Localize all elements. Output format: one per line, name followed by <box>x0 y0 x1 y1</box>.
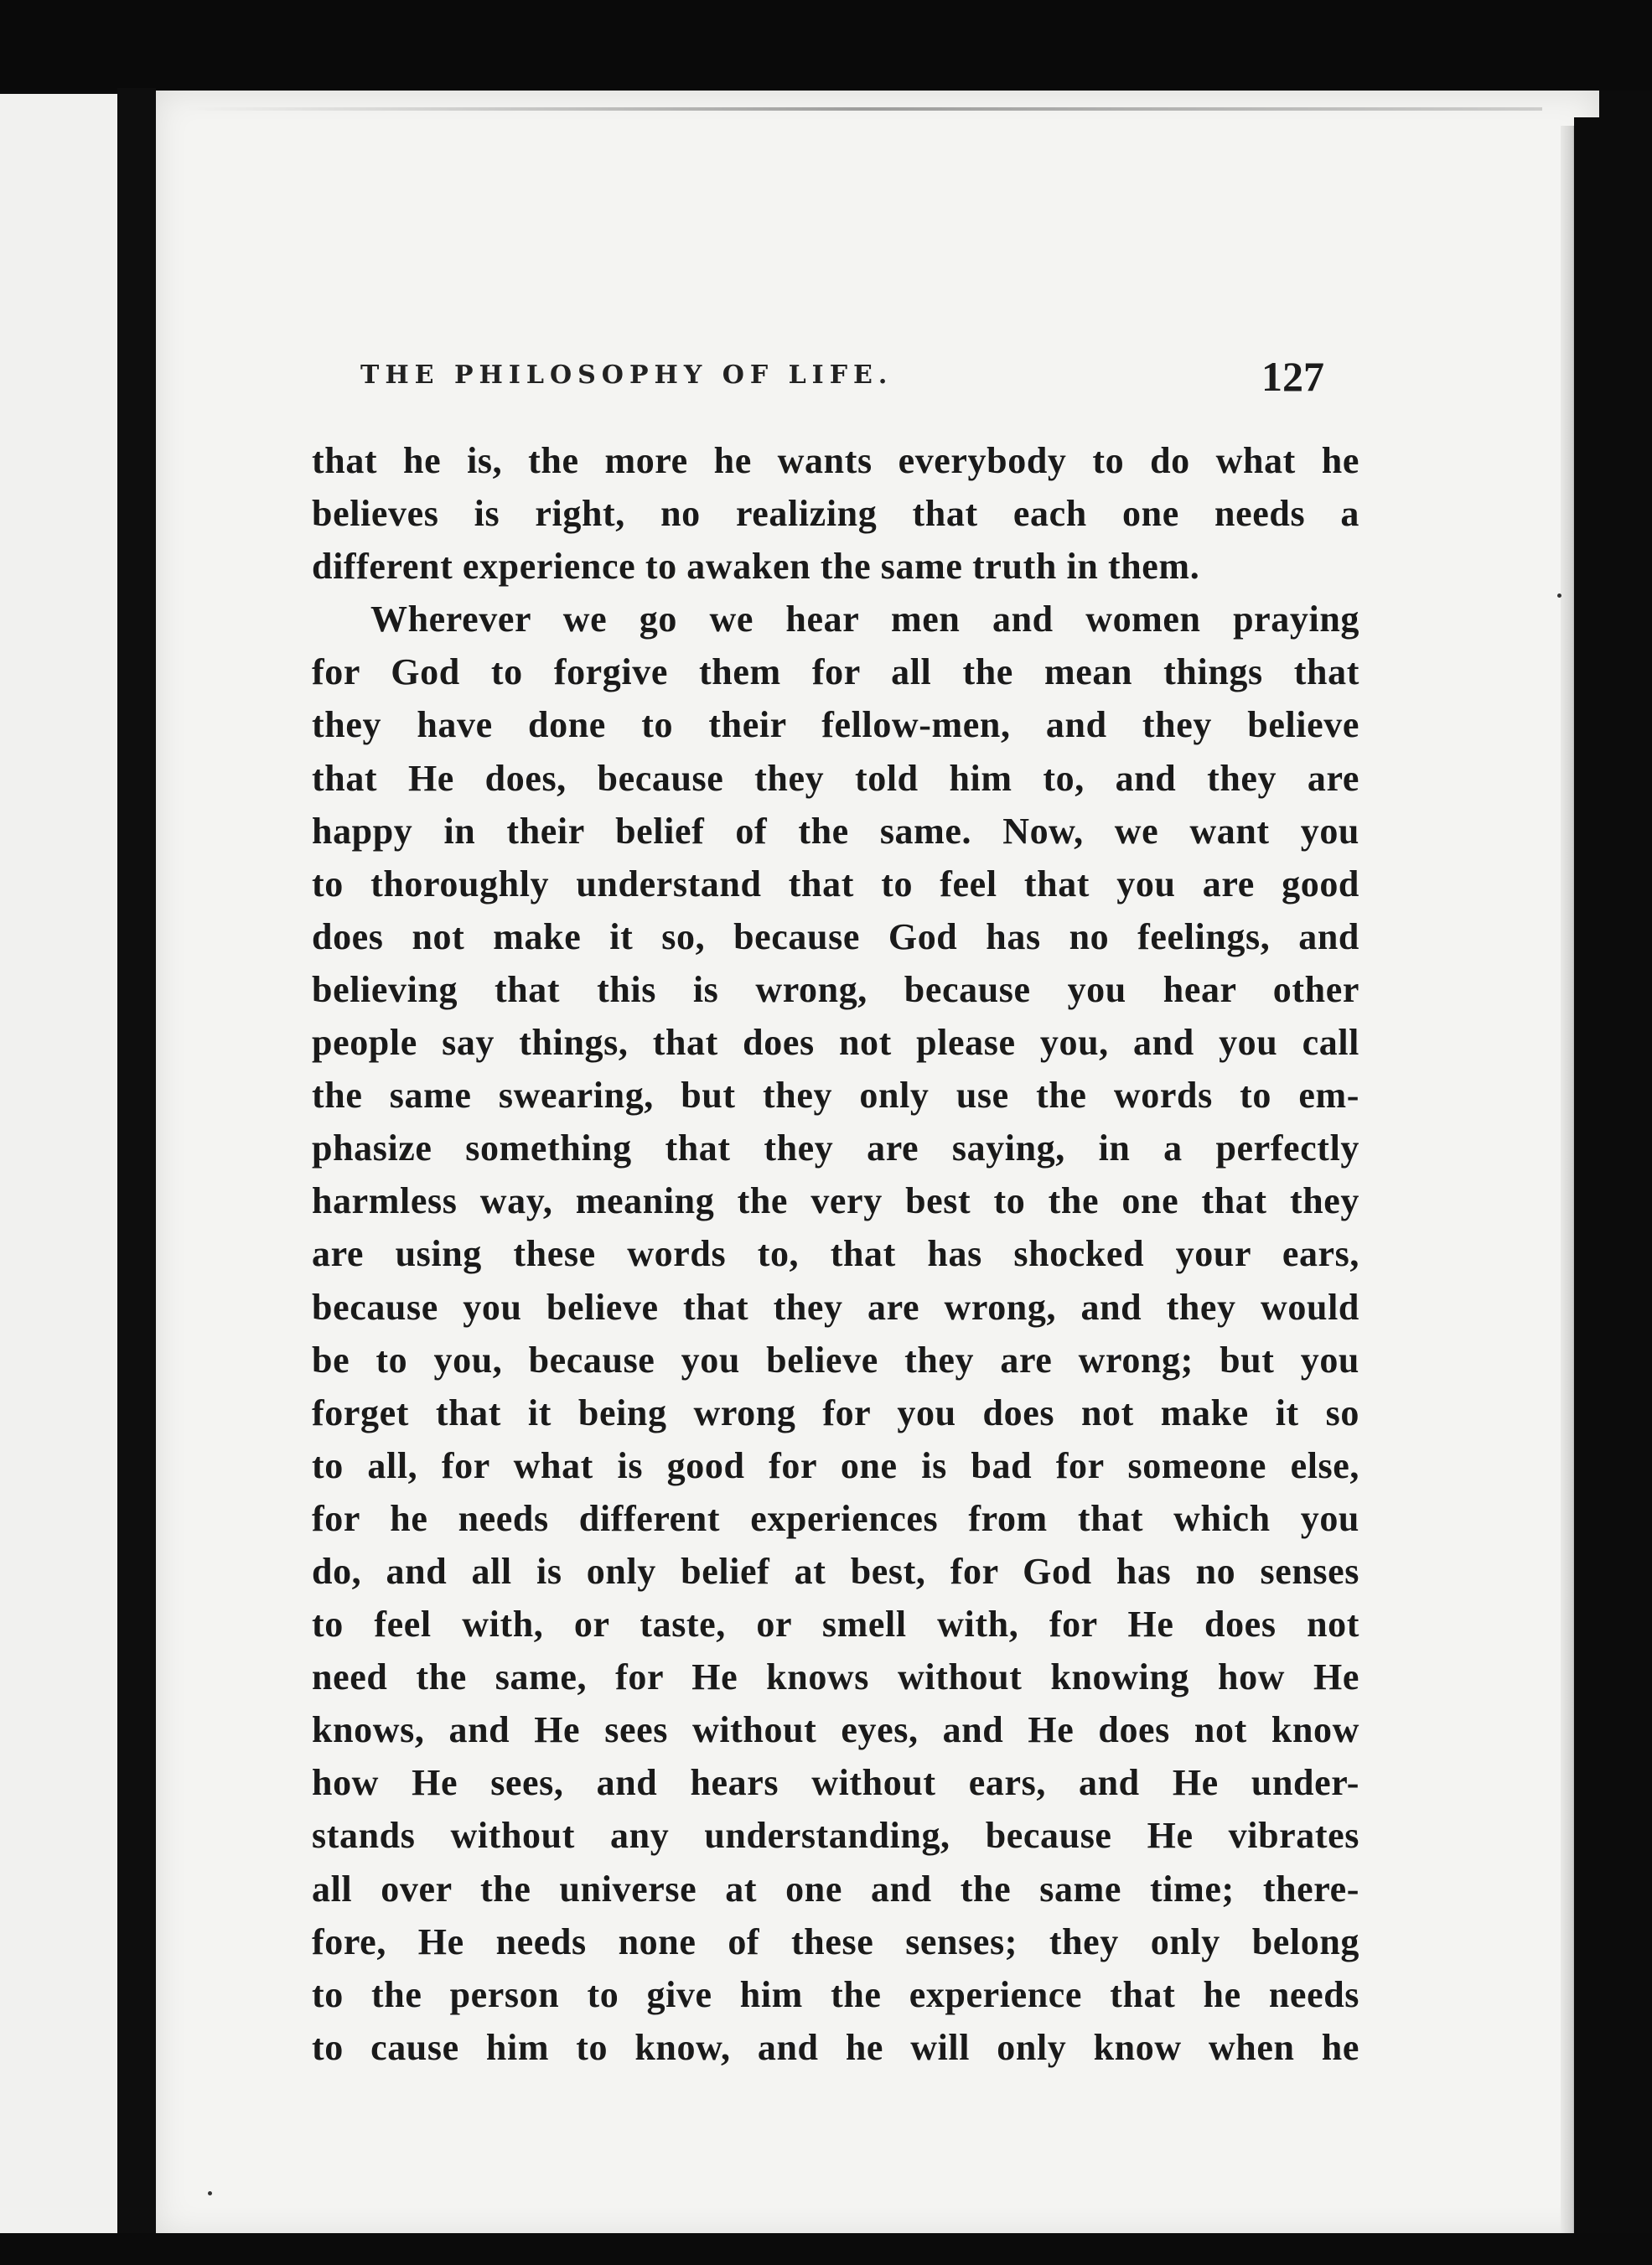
text-line: that He does, because they told him to, and they are <box>312 757 1359 799</box>
text-line: need the same, for He knows without knowing how He <box>312 1656 1359 1698</box>
text-line: harmless way, meaning the very best to the one that they <box>312 1180 1359 1222</box>
text-line: people say things, that does not please you, and you call <box>312 1022 1359 1064</box>
text-line: to cause him to know, and he will only know when he <box>312 2026 1359 2068</box>
text-line: to all, for what is good for one is bad for someone else, <box>312 1444 1359 1486</box>
page-top-crease <box>184 107 1542 111</box>
text-line: for he needs different experiences from that which you <box>312 1497 1359 1539</box>
text-line: for God to forgive them for all the mean things that <box>312 651 1359 693</box>
text-line: do, and all is only belief at best, for God has no senses <box>312 1550 1359 1592</box>
paragraph-start-line: Wherever we go we hear men and women praying <box>370 599 1359 640</box>
text-line: they have done to their fellow-men, and they believe <box>312 704 1359 746</box>
scan-top-border <box>0 0 1652 91</box>
text-line: to thoroughly understand that to feel that you are good <box>312 863 1359 904</box>
page-header <box>302 355 1358 406</box>
text-line: how He sees, and hears without ears, and He under- <box>312 1762 1359 1804</box>
text-line: be to you, because you believe they are wrong; but you <box>312 1339 1359 1381</box>
scan-right-border <box>1574 117 1652 2265</box>
text-line: that he is, the more he wants everybody to do what he <box>312 440 1359 481</box>
book-gutter <box>117 88 156 2265</box>
text-line: to the person to give him the experience that he needs <box>312 1973 1359 2015</box>
body-text <box>312 434 1359 2074</box>
text-line: the same swearing, but they only use the words to em- <box>312 1075 1359 1117</box>
text-line: believes is right, no realizing that each one needs a <box>312 493 1359 535</box>
text-line: believing that this is wrong, because you hear other <box>312 968 1359 1010</box>
text-line: to feel with, or taste, or smell with, for He does not <box>312 1604 1359 1646</box>
page-number: 127 <box>1261 353 1324 400</box>
speck-mark <box>1557 593 1561 598</box>
text-line: are using these words to, that has shocked your ears, <box>312 1233 1359 1275</box>
text-line: because you believe that they are wrong, and they would <box>312 1286 1359 1328</box>
running-head: THE PHILOSOPHY OF LIFE. <box>360 360 893 390</box>
text-line: does not make it so, because God has no feelings, and <box>312 915 1359 957</box>
text-line: stands without any understanding, because He vibrates <box>312 1815 1359 1857</box>
text-line: phasize something that they are saying, in a perfectly <box>312 1127 1359 1169</box>
text-line: all over the universe at one and the same time; there- <box>312 1868 1359 1910</box>
text-line: forget that it being wrong for you does not make it so <box>312 1392 1359 1433</box>
speck-mark <box>208 2191 212 2195</box>
facing-page-edge <box>0 94 117 2240</box>
scan-bottom-border <box>0 2233 1652 2265</box>
text-line: different experience to awaken the same truth in them. <box>312 546 1200 588</box>
text-line: fore, He needs none of these senses; they only belong <box>312 1920 1359 1962</box>
text-line: knows, and He sees without eyes, and He does not know <box>312 1709 1359 1751</box>
text-line: happy in their belief of the same. Now, we want you <box>312 810 1359 852</box>
